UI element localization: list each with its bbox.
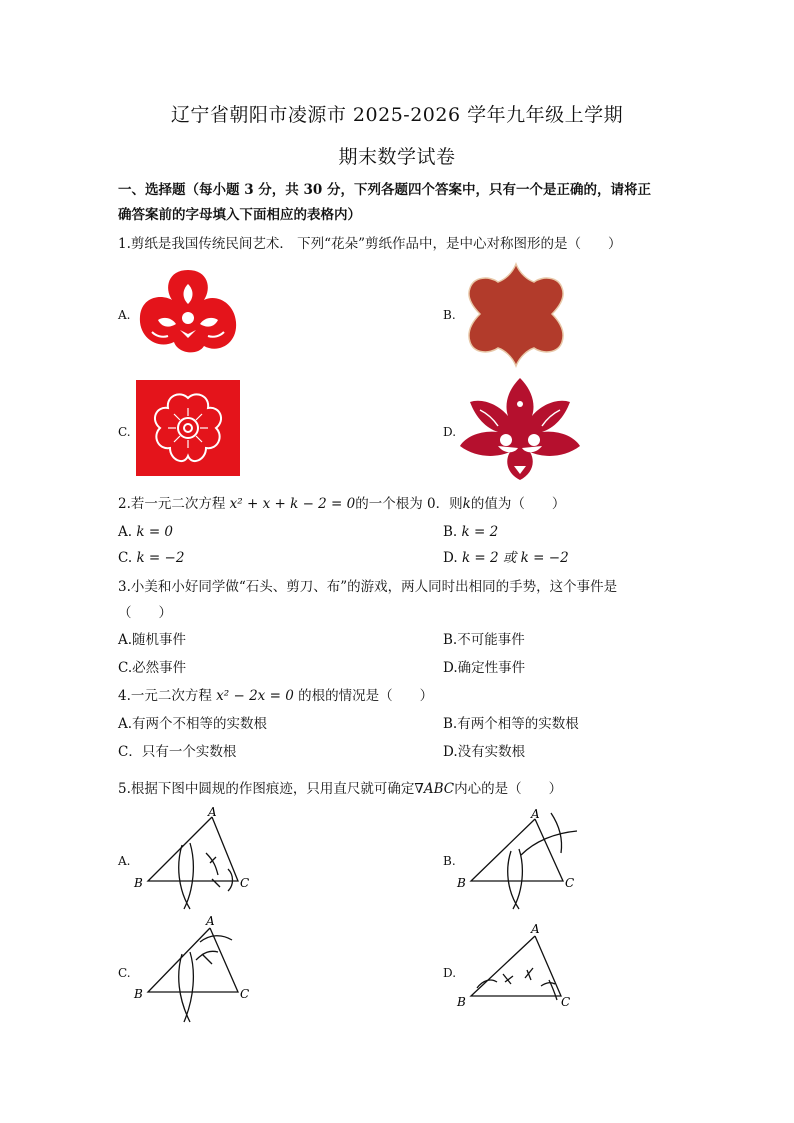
q5-b-vertex-c: C: [565, 876, 575, 890]
q5-stem-part1: 5.根据下图中圆规的作图痕迹，只用直尺就可确定: [118, 781, 415, 797]
q4-option-c: C．只有一个实数根: [118, 744, 237, 760]
q5-stem-part2: 内心的是（ ）: [454, 781, 563, 797]
q4-stem-part1: 4.一元二次方程: [118, 688, 217, 704]
q2-stem-part1: 2.若一元二次方程: [118, 496, 230, 512]
q5-triangle-symbol: ∇ABC: [414, 781, 455, 797]
papercut-d-image: [458, 374, 582, 484]
q2-stem-part2: 的一个根为 0．则: [355, 496, 463, 512]
q2-option-b-label: B.: [443, 524, 462, 540]
q4-stem: [118, 686, 433, 706]
papercut-b-image: [462, 262, 570, 368]
q3-stem-line2: （ ）: [118, 605, 172, 621]
q5-c-vertex-a: A: [206, 914, 215, 928]
q5-triangle-a-figure: [130, 805, 260, 915]
section-heading-line1: 一、选择题（每小题 3 分，共 30 分，下列各题四个答案中，只有一个是正确的，请将正: [118, 182, 651, 198]
q5-option-d-label: D.: [443, 966, 457, 980]
q5-triangle-b-figure: [455, 805, 585, 915]
q1-option-d-label: D.: [443, 425, 457, 439]
q2-option-d-value: k = 2 或 k = −2: [461, 550, 569, 566]
exam-title-line2: 期末数学试卷: [338, 146, 456, 168]
q2-option-a: [118, 522, 173, 542]
q2-stem: [118, 494, 565, 514]
q3-option-b: B.不可能事件: [443, 632, 525, 648]
q5-a-vertex-a: A: [208, 805, 217, 819]
papercut-a-image: [134, 266, 242, 358]
q5-d-vertex-b: B: [457, 995, 466, 1009]
q4-option-a: A.有两个不相等的实数根: [118, 716, 268, 732]
q5-d-vertex-a: A: [531, 922, 540, 936]
q2-option-a-value: k = 0: [136, 524, 174, 540]
q5-d-vertex-c: C: [561, 995, 571, 1009]
q5-c-vertex-b: B: [134, 987, 143, 1001]
q1-stem: 1.剪纸是我国传统民间艺术． 下列“花朵”剪纸作品中，是中心对称图形的是（ ）: [118, 236, 622, 252]
section-heading-line2: 确答案前的字母填入下面相应的表格内）: [118, 207, 361, 223]
q2-equation: x² + x + k − 2 = 0: [229, 496, 356, 512]
q2-option-d: [443, 548, 569, 568]
q1-option-b-label: B.: [443, 308, 456, 322]
q2-option-c-label: C.: [118, 550, 137, 566]
q5-triangle-c-figure: [130, 912, 260, 1027]
q3-option-a: A.随机事件: [118, 632, 187, 648]
q2-option-c: [118, 548, 184, 568]
q2-option-b-value: k = 2: [461, 524, 499, 540]
q2-option-c-value: k = −2: [136, 550, 185, 566]
exam-title-line1: 辽宁省朝阳市凌源市 2025-2026 学年九年级上学期: [170, 104, 624, 126]
papercut-c-image: [134, 378, 242, 478]
q1-option-a-label: A.: [118, 308, 131, 322]
q5-option-a-label: A.: [118, 854, 131, 868]
q5-a-vertex-b: B: [134, 876, 143, 890]
q5-triangle-d-figure: [455, 920, 585, 1015]
q5-option-b-label: B.: [443, 854, 456, 868]
q2-option-d-label: D.: [443, 550, 462, 566]
q2-option-a-label: A.: [118, 524, 137, 540]
q5-a-vertex-c: C: [240, 876, 250, 890]
q4-option-d: D.没有实数根: [443, 744, 526, 760]
q3-option-d: D.确定性事件: [443, 660, 526, 676]
q4-option-b: B.有两个相等的实数根: [443, 716, 579, 732]
q4-stem-part2: 的根的情况是（ ）: [293, 688, 434, 704]
q5-b-vertex-a: A: [531, 807, 540, 821]
q5-option-c-label: C.: [118, 966, 131, 980]
q4-equation: x² − 2x = 0: [216, 688, 294, 704]
q2-option-b: [443, 522, 498, 542]
q2-stem-part3: 的值为（ ）: [470, 496, 566, 512]
q5-c-vertex-c: C: [240, 987, 250, 1001]
q3-option-c: C.必然事件: [118, 660, 187, 676]
q5-stem: [118, 779, 562, 799]
q2-variable-k: k: [462, 496, 471, 512]
q1-option-c-label: C.: [118, 425, 131, 439]
q5-b-vertex-b: B: [457, 876, 466, 890]
q3-stem-line1: 3.小美和小好同学做“石头、剪刀、布”的游戏，两人同时出相同的手势，这个事件是: [118, 579, 618, 595]
